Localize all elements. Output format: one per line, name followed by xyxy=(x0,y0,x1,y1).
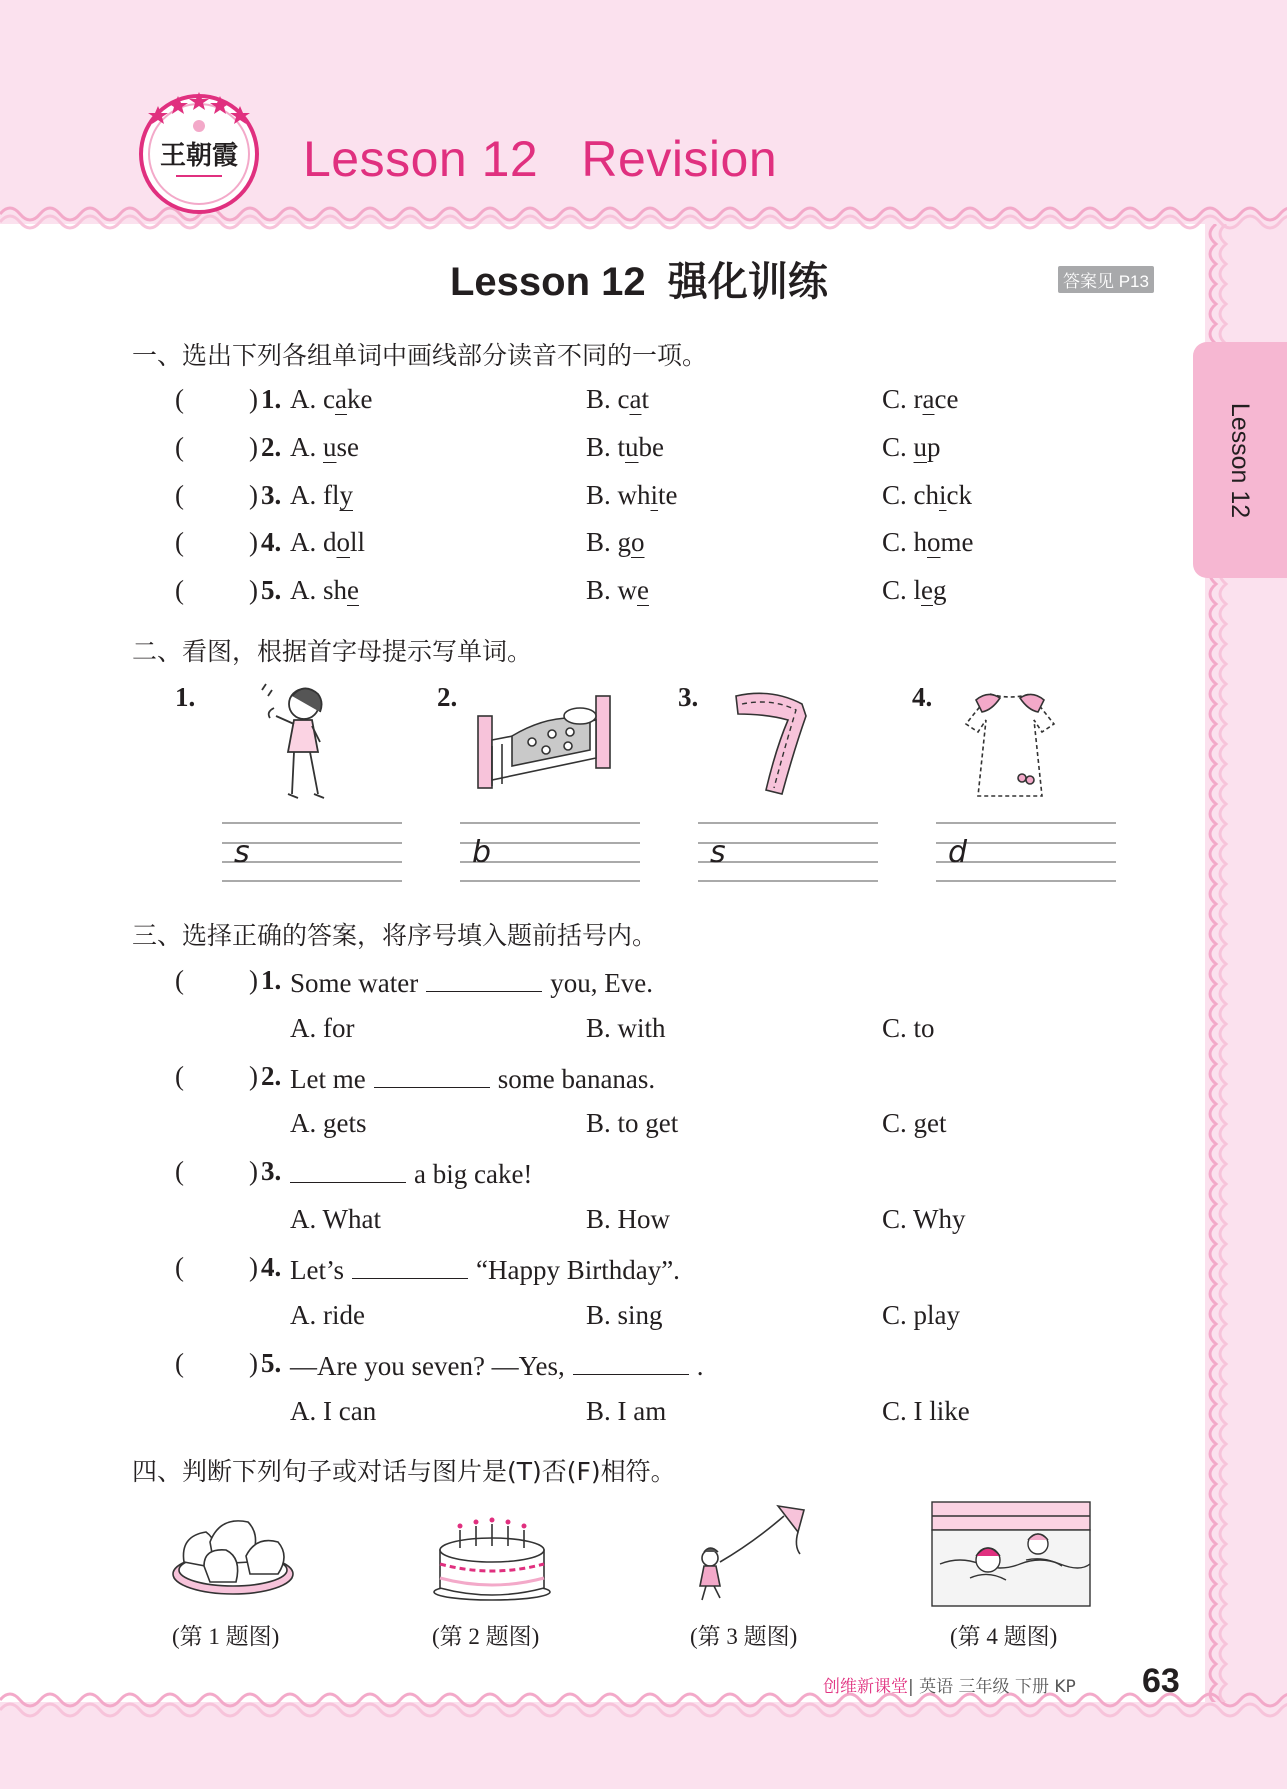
option-b: B. with xyxy=(586,1013,666,1043)
item-number: 1. xyxy=(261,384,282,414)
section3-question xyxy=(0,1156,1200,1190)
answer-blank[interactable] xyxy=(573,1348,689,1375)
option-c: C. play xyxy=(882,1300,960,1330)
item-number: 4. xyxy=(261,527,282,557)
option-c xyxy=(882,384,958,415)
svg-text:d: d xyxy=(948,835,968,870)
option-a xyxy=(290,432,359,463)
option-text: me xyxy=(940,527,974,557)
question-stem xyxy=(290,1252,680,1286)
svg-text:b: b xyxy=(472,835,492,870)
question-number: 1. xyxy=(261,965,282,995)
option-a xyxy=(290,575,359,606)
answer-paren-close: ) xyxy=(249,965,258,995)
option-a xyxy=(290,527,365,558)
option-a xyxy=(290,480,353,511)
underlined-letter: u xyxy=(625,432,639,462)
svg-text:s: s xyxy=(710,835,726,870)
option-text: C. xyxy=(882,432,914,462)
worksheet-title: Lesson 12 强化训练 xyxy=(450,260,828,304)
answer-paren-open[interactable]: ( xyxy=(175,432,184,462)
option-text: A. d xyxy=(290,527,337,557)
section3-question xyxy=(0,1348,1200,1382)
answer-paren-open[interactable]: ( xyxy=(175,1252,184,1282)
option-c xyxy=(882,480,972,511)
section3-title: 三、选择正确的答案，将序号填入题前括号内。 xyxy=(132,921,658,950)
option-a: A. ride xyxy=(290,1300,365,1330)
writing-lines-2 xyxy=(460,822,640,882)
option-text: te xyxy=(658,480,678,510)
section1-item xyxy=(0,527,1200,561)
writing-lines-3 xyxy=(698,822,878,882)
underlined-letter: e xyxy=(921,575,933,605)
item-number: 3. xyxy=(261,480,282,510)
answer-blank[interactable] xyxy=(290,1156,406,1183)
answer-paren-open[interactable]: ( xyxy=(175,384,184,414)
answer-paren-open[interactable]: ( xyxy=(175,965,184,995)
answer-blank[interactable] xyxy=(374,1061,490,1088)
answer-paren-open[interactable]: ( xyxy=(175,1348,184,1378)
option-a: A. for xyxy=(290,1013,355,1043)
bottom-wave-border xyxy=(0,1688,1287,1728)
answer-paren-open[interactable]: ( xyxy=(175,1156,184,1186)
page-number: 63 xyxy=(1142,1662,1180,1700)
birthday-cake-picture xyxy=(432,1512,552,1602)
section2-title: 二、看图，根据首字母提示写单词。 xyxy=(132,637,533,666)
girl-flying-kite-picture xyxy=(694,1502,808,1602)
bed-picture xyxy=(472,686,628,798)
option-text: B. wh xyxy=(586,480,651,510)
item-number: 2. xyxy=(261,432,282,462)
stem-after: you, Eve. xyxy=(550,968,653,998)
lesson-title: Lesson 12 Revision xyxy=(303,131,778,187)
option-text: C. ch xyxy=(882,480,939,510)
question-number: 4. xyxy=(261,1252,282,1282)
section3-options xyxy=(0,1013,1200,1047)
option-c xyxy=(882,575,947,606)
underlined-letter: e xyxy=(347,575,359,605)
answer-paren-open[interactable]: ( xyxy=(175,1061,184,1091)
option-a: A. I can xyxy=(290,1396,377,1426)
option-a: A. What xyxy=(290,1204,381,1234)
answer-paren-open[interactable]: ( xyxy=(175,575,184,605)
children-swimming-picture xyxy=(930,1500,1092,1610)
option-text: ce xyxy=(934,384,959,414)
option-text: be xyxy=(638,432,664,462)
underlined-letter: u xyxy=(913,432,928,462)
option-b xyxy=(586,527,645,558)
answer-paren-close: ) xyxy=(249,1348,258,1378)
underlined-letter: o xyxy=(631,527,645,557)
underlined-letter: o xyxy=(336,527,350,557)
section3-options xyxy=(0,1204,1200,1238)
option-b xyxy=(586,480,678,511)
answer-blank[interactable] xyxy=(426,965,542,992)
stem-after: “Happy Birthday”. xyxy=(476,1255,680,1285)
answer-paren-open[interactable]: ( xyxy=(175,527,184,557)
publisher-logo xyxy=(136,88,262,214)
figure-4-caption: (第 4 题图) xyxy=(950,1624,1058,1649)
number-seven-picture xyxy=(728,690,814,802)
option-a: A. gets xyxy=(290,1108,367,1138)
side-tab-label: Lesson 12 xyxy=(1226,402,1255,518)
option-b xyxy=(586,432,664,463)
svg-text:王朝霞: 王朝霞 xyxy=(159,141,239,171)
underlined-letter: u xyxy=(323,432,337,462)
question-number: 5. xyxy=(261,1348,282,1378)
option-text: A. sh xyxy=(290,575,348,605)
option-text: se xyxy=(336,432,359,462)
underlined-letter: a xyxy=(922,384,935,414)
answer-paren-close: ) xyxy=(249,480,258,510)
option-text: A. c xyxy=(290,384,335,414)
question-stem xyxy=(290,1061,655,1095)
question-stem xyxy=(290,1156,532,1190)
option-text: C. h xyxy=(882,527,928,557)
figure-2-caption: (第 2 题图) xyxy=(432,1624,540,1649)
section1-item xyxy=(0,432,1200,466)
stem-after: a big cake! xyxy=(414,1159,533,1189)
option-c: C. Why xyxy=(882,1204,966,1234)
question-stem xyxy=(290,965,653,999)
bread-picture xyxy=(170,1512,296,1598)
option-text: B. c xyxy=(586,384,630,414)
question-number: 2. xyxy=(261,1061,282,1091)
singing-girl-picture xyxy=(252,682,352,810)
underlined-letter: y xyxy=(339,480,353,510)
option-b xyxy=(586,575,649,606)
option-c: C. get xyxy=(882,1108,947,1138)
svg-text:s: s xyxy=(234,835,250,870)
option-text: ck xyxy=(946,480,972,510)
picture-word-4-number: 4. xyxy=(912,682,933,712)
option-c xyxy=(882,527,974,558)
section1-title: 一、选出下列各组单词中画线部分读音不同的一项。 xyxy=(132,341,708,370)
option-b: B. sing xyxy=(586,1300,663,1330)
answer-paren-close: ) xyxy=(249,575,258,605)
footer-info xyxy=(823,1672,1076,1697)
writing-lines-4 xyxy=(936,822,1116,882)
footer-brand: 创维新课堂 xyxy=(823,1677,908,1697)
dress-picture xyxy=(962,686,1058,802)
option-c: C. I like xyxy=(882,1396,970,1426)
picture-word-3-number: 3. xyxy=(678,682,699,712)
option-text: B. g xyxy=(586,527,632,557)
section3-options xyxy=(0,1108,1200,1142)
option-b xyxy=(586,384,649,415)
footer-book-info: | 英语 三年级 下册 KP xyxy=(908,1677,1076,1697)
section3-question xyxy=(0,1252,1200,1286)
picture-word-2-number: 2. xyxy=(437,682,458,712)
answer-blank[interactable] xyxy=(352,1252,468,1279)
question-number: 3. xyxy=(261,1156,282,1186)
section1-item xyxy=(0,384,1200,418)
option-text: B. t xyxy=(586,432,626,462)
option-c xyxy=(882,432,941,463)
section1-item xyxy=(0,575,1200,609)
option-text: A. fl xyxy=(290,480,340,510)
option-b: B. to get xyxy=(586,1108,679,1138)
option-text: ll xyxy=(350,527,366,557)
underlined-letter: i xyxy=(650,480,659,510)
figure-1-caption: (第 1 题图) xyxy=(172,1624,280,1649)
answer-paren-close: ) xyxy=(249,1252,258,1282)
answer-reference-badge: 答案见 P13 xyxy=(1058,266,1154,293)
option-text: A. xyxy=(290,432,323,462)
option-text: B. w xyxy=(586,575,638,605)
figure-3-caption: (第 3 题图) xyxy=(690,1624,798,1649)
answer-paren-close: ) xyxy=(249,384,258,414)
underlined-letter: a xyxy=(629,384,642,414)
option-text: C. r xyxy=(882,384,923,414)
stem-before: Let me xyxy=(290,1064,366,1094)
section4-title: 四、判断下列句子或对话与图片是(T)否(F)相符。 xyxy=(132,1457,676,1486)
section3-question xyxy=(0,965,1200,999)
underlined-letter: i xyxy=(939,480,947,510)
option-text: t xyxy=(641,384,649,414)
stem-after: some bananas. xyxy=(497,1064,656,1094)
picture-word-1-number: 1. xyxy=(175,682,196,712)
question-stem xyxy=(290,1348,703,1382)
section1-item xyxy=(0,480,1200,514)
answer-paren-close: ) xyxy=(249,432,258,462)
option-a xyxy=(290,384,372,415)
stem-after: . xyxy=(696,1351,704,1381)
option-text: ke xyxy=(346,384,373,414)
section3-question xyxy=(0,1061,1200,1095)
underlined-letter: a xyxy=(334,384,347,414)
stem-before: Let’s xyxy=(290,1255,344,1285)
option-b: B. I am xyxy=(586,1396,667,1426)
option-text: p xyxy=(927,432,941,462)
option-text: C. l xyxy=(882,575,922,605)
underlined-letter: e xyxy=(637,575,649,605)
section3-options xyxy=(0,1396,1200,1430)
answer-paren-close: ) xyxy=(249,1156,258,1186)
option-text: g xyxy=(933,575,947,605)
stem-before: —Are you seven? —Yes, xyxy=(290,1351,565,1381)
option-b: B. How xyxy=(586,1204,671,1234)
underlined-letter: o xyxy=(927,527,941,557)
answer-paren-close: ) xyxy=(249,1061,258,1091)
writing-lines-1 xyxy=(222,822,402,882)
answer-paren-close: ) xyxy=(249,527,258,557)
section3-options xyxy=(0,1300,1200,1334)
answer-paren-open[interactable]: ( xyxy=(175,480,184,510)
option-c: C. to xyxy=(882,1013,935,1043)
item-number: 5. xyxy=(261,575,282,605)
stem-before: Some water xyxy=(290,968,419,998)
